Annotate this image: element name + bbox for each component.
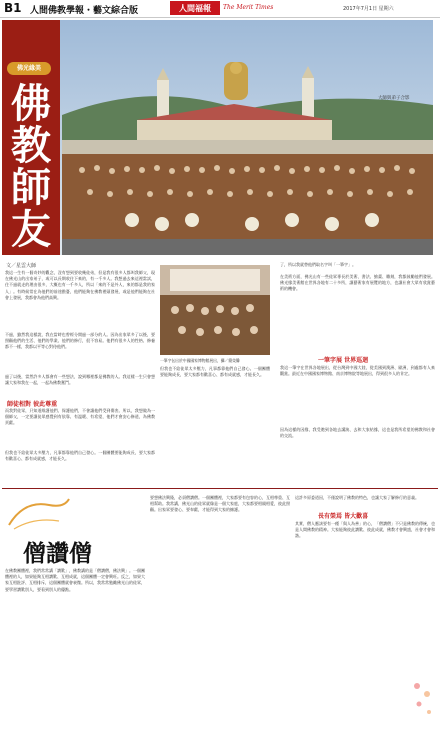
inset-photo <box>160 265 270 355</box>
photo-credit: 大師與弟子合影 <box>378 96 410 101</box>
lower-right-text: 這許多原委道因，不僅說明了佛教的特色，也讓大家了解修行的意義。 <box>295 495 419 500</box>
article-author: 文／星雲大師 <box>6 263 37 269</box>
body-right-para-3: 我這一筆字在世界各地展出，從台灣到中國大陸，從美國到澳洲、歐洲，到處都有人來觀賞。最近在中國國家博物館、南京博物院等地展出，得到很多人的肯定。 <box>280 365 435 377</box>
title-char-1: 佛 <box>11 80 51 127</box>
body-left-para-5: 但我也不給徒眾太多壓力，凡事都靠他們自己發心。一個團體要能夠成長，要大家都有歡喜心、都有成就感，才能長久。 <box>5 450 155 462</box>
masthead-logo: 人間福報 <box>170 1 220 15</box>
calligraphy-title: 僧讚僧 <box>23 540 92 567</box>
brush-ornament <box>4 495 74 533</box>
body-left-para-2: 不過，雖然我這樣說，我在當時也曾經分開過一部分的人。因為出家眾多了以後，要照顧他們的生活、他們的學業、他們的修行，很不容易。他們有很多人的性格、修養都不一樣，我都以平等心對待他們。 <box>5 332 155 350</box>
page-header <box>0 0 440 18</box>
lower-left-text: 在佛教團體裡，我們常常講「讚歎」，佛教講的是「僧讚僧，佛法興」。一個團體裡的人，如果能夠互相讚歎、互相成就，這個團體一定會興旺。反之，如果大家互相批評、互相排斥，這個團體就會衰微。所以，我常常勉勵佛光山的徒眾，要學習讚歎別人，要看到別人的優點。 <box>5 568 145 592</box>
issue-date: 2017年7月1日 星期六 <box>343 6 394 12</box>
body-left-para-4: 而我對徒眾，只知道維護他們、保護他們，不會讓他們受到傷害。所以，我想做為一個師父，一定要讓徒眾感覺到有依靠、有溫暖、有希望，他們才會安心修道，為佛教貢獻。 <box>5 408 155 426</box>
title-char-4: 友 <box>11 206 51 253</box>
body-right-para-1: 了，所以我就替他們取名字叫「一筆字」。 <box>280 262 356 267</box>
series-label: 佛光緣美 <box>7 62 51 75</box>
body-left-para-3: 過了以後，當然許多人都會有一些想法，說到哪裡都是佛教的人。我這樣一生只會想讓大家和我在一起，一起為佛教奮鬥。 <box>5 374 155 386</box>
subhead-world-tour: 一筆字展 世界巡迴 <box>318 357 369 364</box>
page-code: B1 <box>4 1 22 15</box>
body-right-para-4: 因為這樣的因緣，我受邀到各地去講演、去和大家結緣，這也是我所希望的佛教和社會的交流。 <box>280 427 435 439</box>
lower-right-text-2: 其實，僧人應該要有一種「與人為善」的心，「僧讚僧」不只是佛教的傳統，也是人間佛教的精神。大家能夠彼此讚歎、彼此成就，佛教才會興盛，社會才會和諧。 <box>295 521 435 539</box>
lower-middle-text: 要想佛法興隆，必須僧讚僧。一個團體裡，大家都要有包容的心，互相尊重、互相幫助。我常講，佛光山的徒眾就像是一個大家庭，大家都要相親相愛，彼此照顧。出家眾要發心、要奉獻，才能得到大家的擁護。 <box>150 495 290 513</box>
group-photo <box>2 20 433 255</box>
title-char-2: 教 <box>11 122 51 169</box>
group-photo-illustration <box>2 20 433 255</box>
subhead-mentor: 師徒相對 彼此尊重 <box>7 401 58 408</box>
body-right-para-2: 在美術方面，佛光山有一些徒眾專長於美術、書法、繪畫、雕刻，我都鼓勵他們發展。佛光緣美術館在世界各地有二十多所，讓藝術家有展覽的地方，也讓社會大眾有欣賞藝術的機會。 <box>280 274 435 292</box>
masthead-english: The Merit Times <box>223 4 274 11</box>
section-divider <box>2 488 438 489</box>
section-title: 人間佛教學報・藝文綜合版 <box>30 6 139 16</box>
decorative-dots <box>411 680 435 720</box>
inset-caption: 一筆字伝出於中國國家博物館展出，攝／簡榮馨 <box>160 358 240 363</box>
subhead-honored: 長有榮焉 皆大歡喜 <box>318 513 369 520</box>
body-middle-text: 但我也不給徒眾太多壓力，凡事都靠他們自己發心。一個團體要能夠成長，要大家都有歡喜心、都有成就感，才能長久。 <box>160 366 270 378</box>
body-left-para-1: 我這一生有一個奇妙的觀念，沒有想到要收幾徒弟，但是我有很多人都叫我師父，現在佛光山的出家弟子，或可以長期收住下來的，有一千多人。我想過去來這裡當試，住不過就走的理由很多，大概也有一千多人，所以「來的不是外人，來的都是我的家人」。有時候常在為他們的前途擔憂，他們能夠在佛教裡頭發展，或是他們能夠在社會上發展，我都會為他們高興。 <box>5 270 155 300</box>
title-char-3: 師 <box>11 164 51 211</box>
